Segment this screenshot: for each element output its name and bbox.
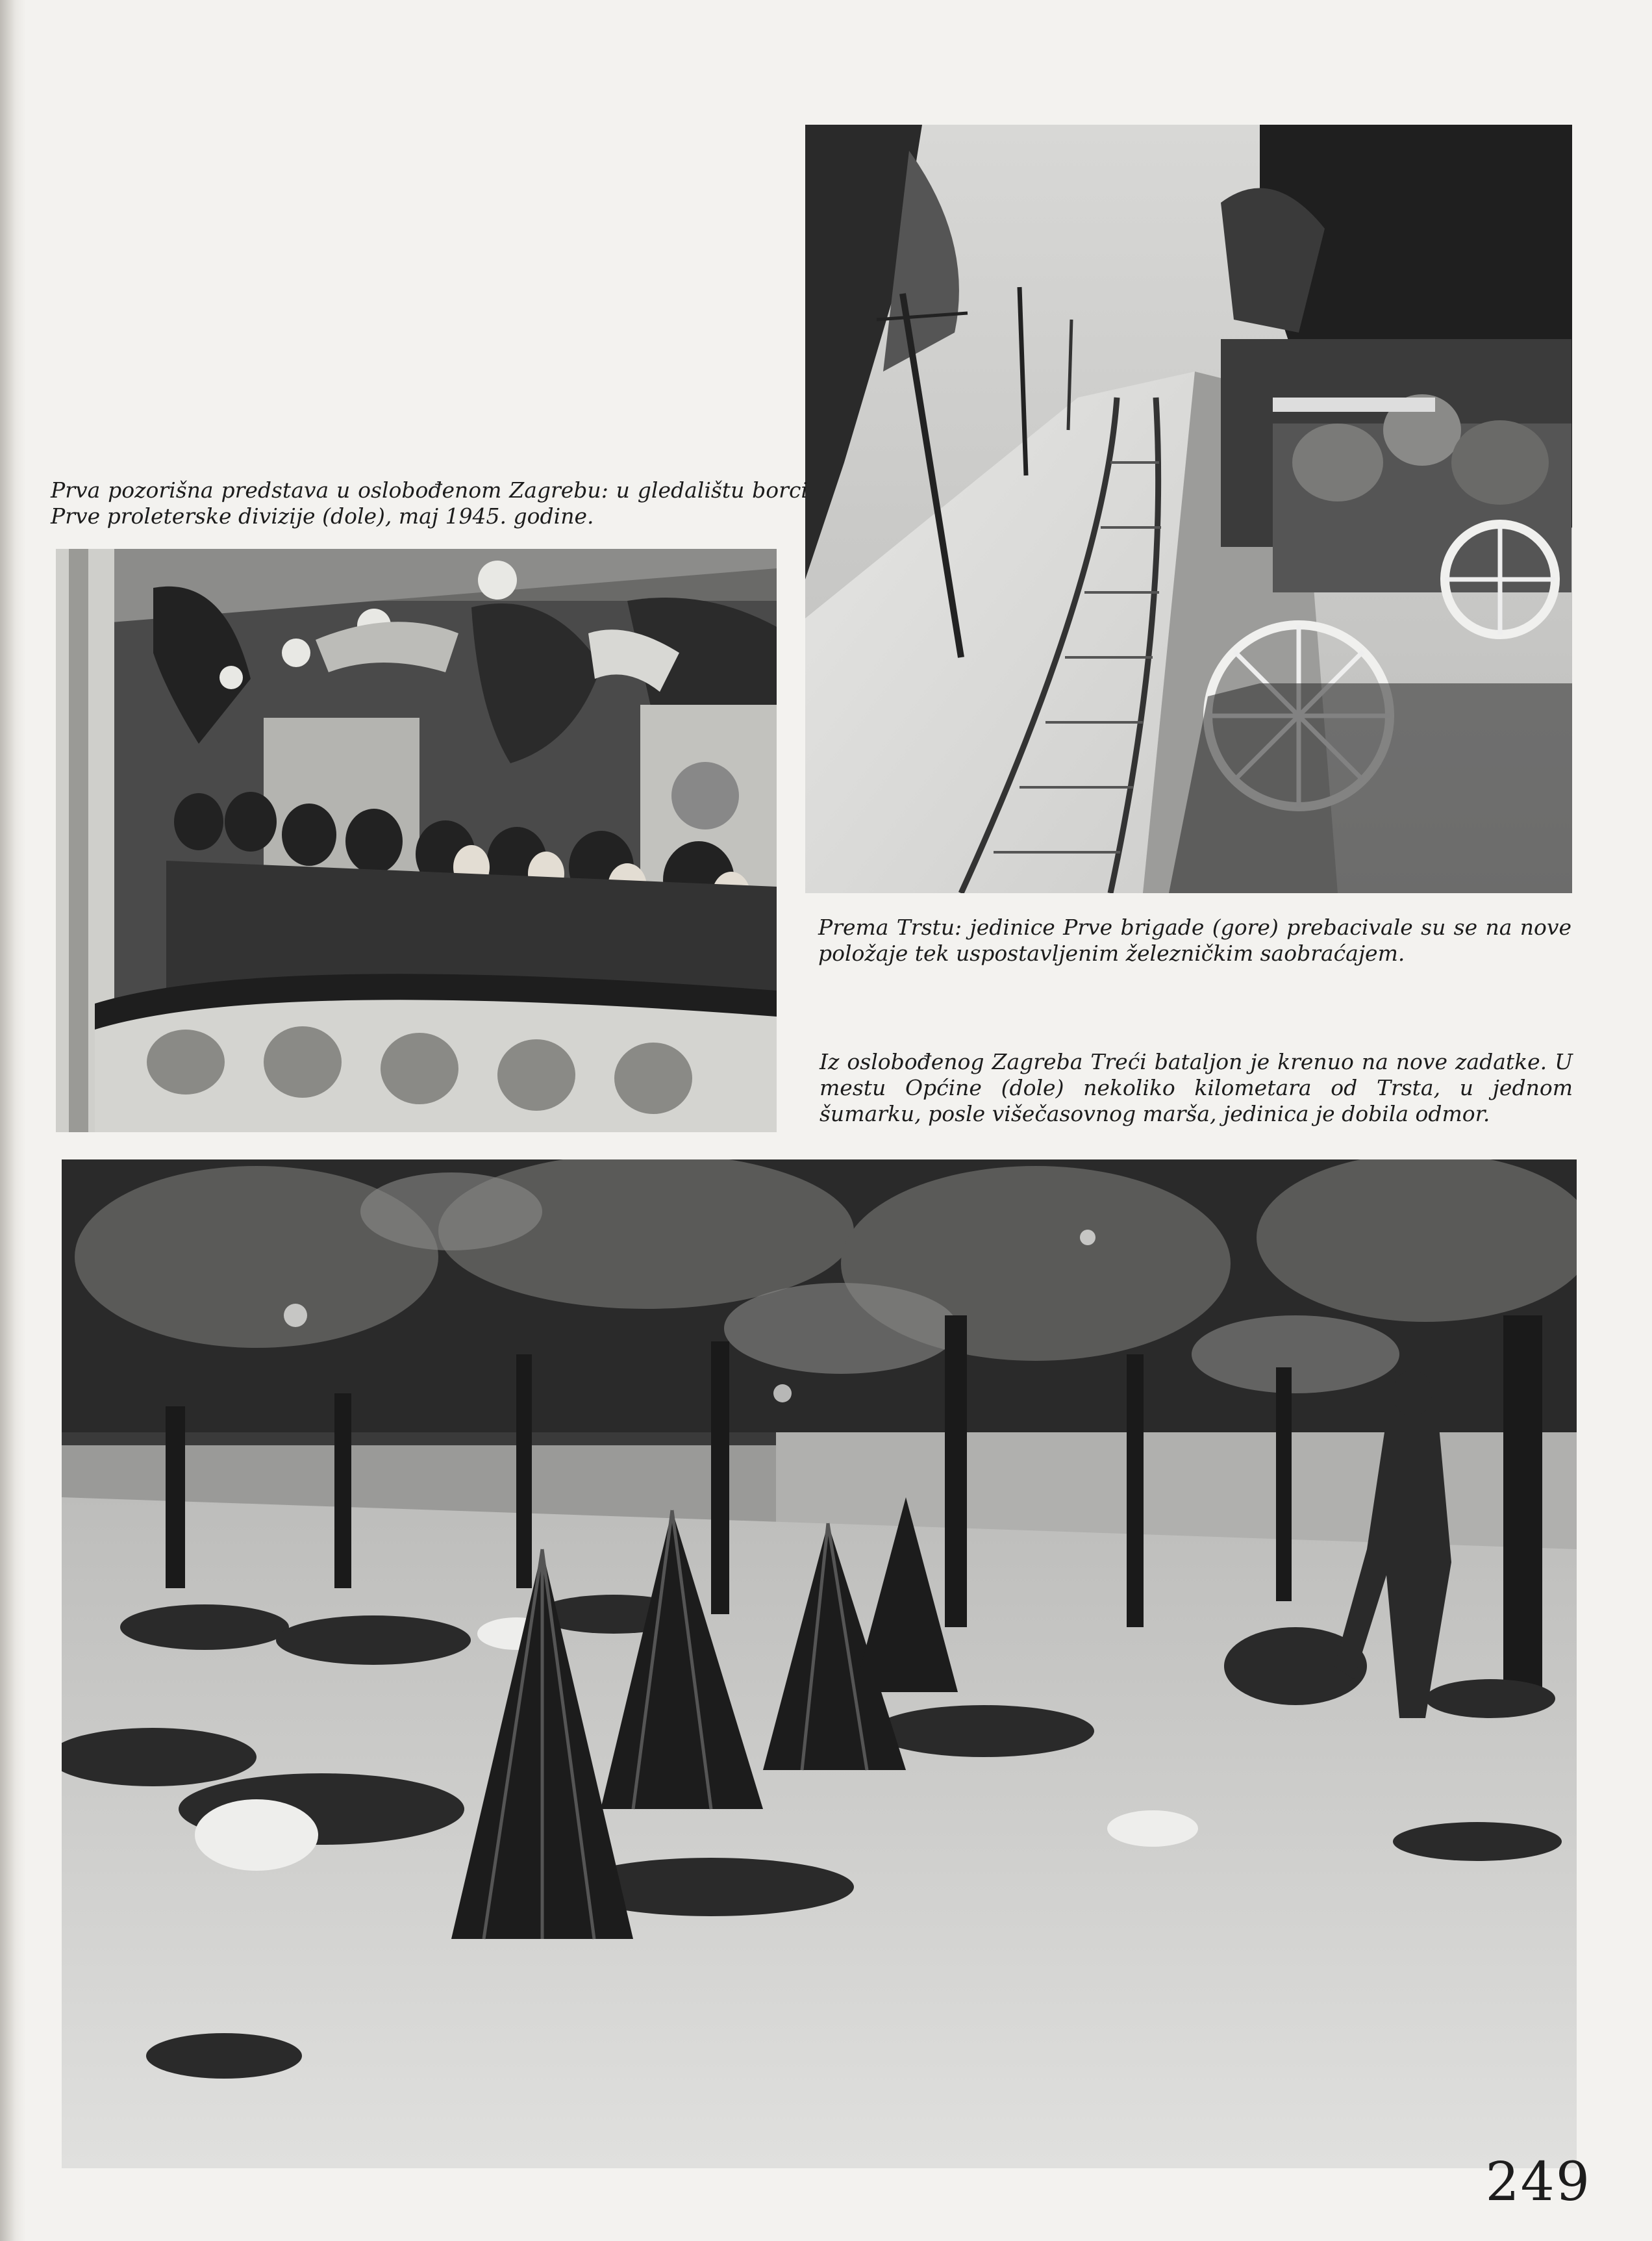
- binding-shadow: [0, 0, 26, 2241]
- railway-caption: Prema Trstu: jedinice Prve brigade (gore) prebacivale su se na nove položaje tek uspostavljenim železničkim saobraćajem.: [818, 915, 1571, 966]
- theatre-photo: [56, 549, 777, 1132]
- page-number: 249: [1485, 2151, 1591, 2213]
- theatre-caption: Prva pozorišna predstava u oslobođenom Zagrebu: u gledalištu borci Prve proleterske divizije (dole), maj 1945. godine.: [51, 477, 808, 529]
- railway-photo: [805, 125, 1572, 893]
- rest-caption: Iz oslobođenog Zagreba Treći bataljon je krenuo na nove zadatke. U mestu Općine (dole) nekoliko kilometara od Trsta, u jednom šumarku, posle višečasovnog marša, jedinica je dobila odmor.: [820, 1049, 1573, 1126]
- grove-rest-photo: [62, 1159, 1577, 2168]
